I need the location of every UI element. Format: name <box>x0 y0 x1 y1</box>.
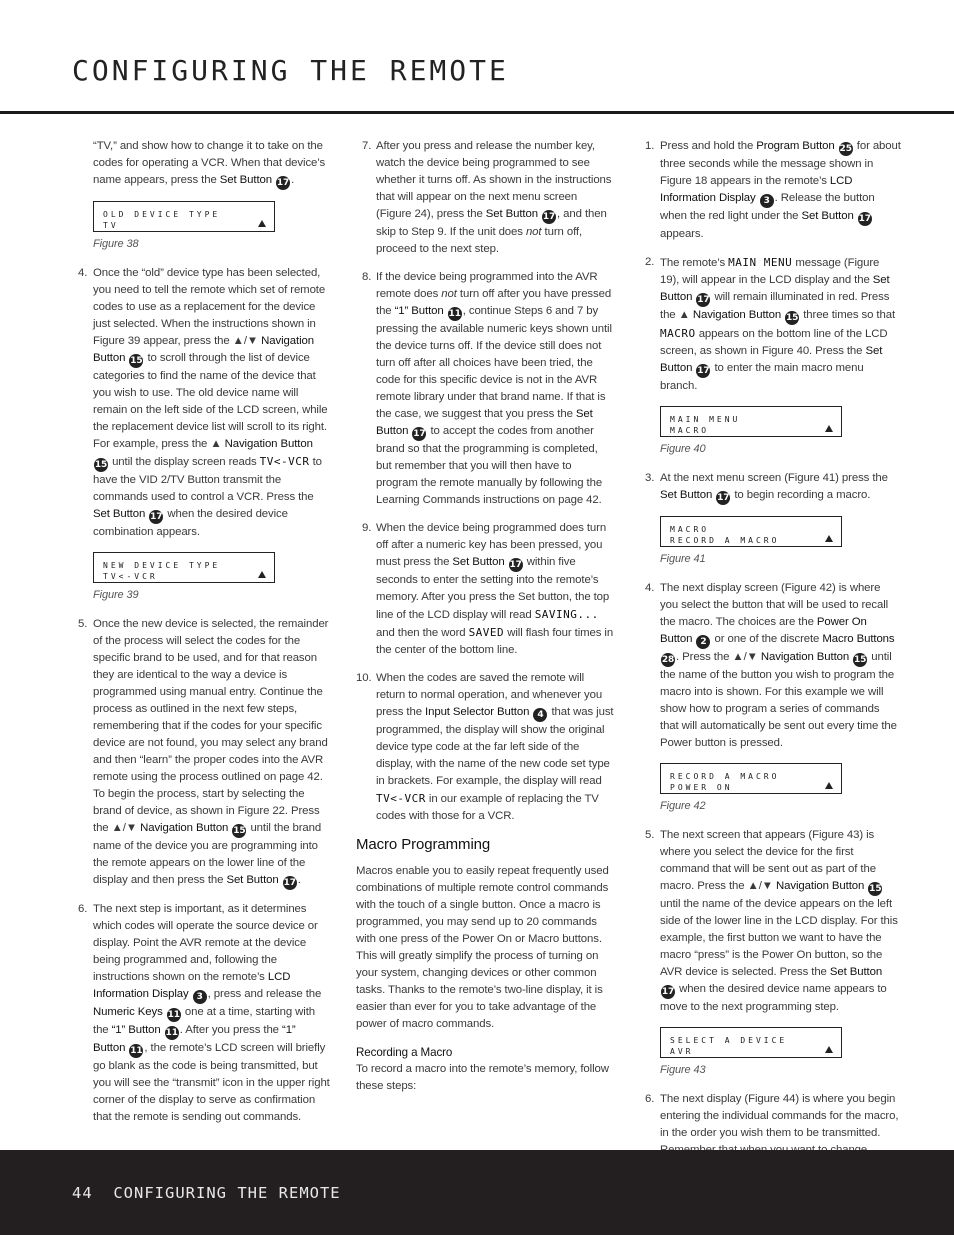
intro-paragraph: “TV,” and show how to change it to take on the codes for operating a VCR. When that device’s name appears, press the Set Button 17 . <box>93 140 326 188</box>
lcd-figure-43: SELECT A DEVICE AVR <box>660 1027 842 1058</box>
step-7: 7. After you press and release the number key, watch the device being programmed to see whether it turns off. As shown in the instructions that will appear on the next menu screen (Figure 24), press the Set Button 17 , and then skip to Step 9. If the unit does not turn off, proceed to the next step. <box>362 140 612 255</box>
header-rule <box>0 111 954 114</box>
button-2-icon: 2 <box>696 635 710 649</box>
figure-caption: Figure 39 <box>93 589 139 601</box>
button-11-icon: 11 <box>165 1028 178 1038</box>
button-15-icon: 15 <box>785 313 799 323</box>
button-3-icon: 3 <box>193 990 207 1004</box>
button-17-icon: 17 <box>858 214 871 224</box>
figure-caption: Figure 43 <box>660 1064 706 1076</box>
triangle-up-icon <box>825 425 833 432</box>
step-3: 3. At the next menu screen (Figure 41) press the Set Button 17 to begin recording a macro. <box>645 472 888 503</box>
button-15-icon: 15 <box>130 356 143 366</box>
button-15-icon: 15 <box>869 884 882 894</box>
button-15-icon: 15 <box>854 655 867 665</box>
button-25-icon: 25 <box>839 144 852 154</box>
lcd-figure-41: MACRO RECORD A MACRO <box>660 516 842 547</box>
button-17-icon: 17 <box>283 878 296 888</box>
figure-caption: Figure 42 <box>660 800 706 812</box>
button-11-icon: 11 <box>448 309 461 319</box>
button-17-icon: 17 <box>509 560 522 570</box>
lcd-figure-38: OLD DEVICE TYPE TV <box>93 201 275 232</box>
figure-caption: Figure 40 <box>660 443 706 455</box>
button-11-icon: 11 <box>167 1010 180 1020</box>
lcd-figure-39: NEW DEVICE TYPE TV<-VCR <box>93 552 275 583</box>
figure-caption: Figure 41 <box>660 553 706 565</box>
column-1 <box>78 138 330 1137</box>
triangle-up-icon <box>825 535 833 542</box>
column-2 <box>356 138 614 1106</box>
step-5: 5. The next screen that appears (Figure 43) is where you select the device for the first command that will be sent out as part of the macro. Press the ▲/▼ Navigation Button 15 until the name of the device appears on the left side of the lower line in the LCD display. For this example, the first button we want to have the macro “press” is the Power On button, so the AVR device is selected. Press the Set Button 17 when the desired device name appears to move to the next programming step. <box>645 829 898 1013</box>
triangle-up-icon <box>258 220 266 227</box>
button-17-icon: 17 <box>697 295 710 305</box>
step-10: 10. When the codes are saved the remote will return to normal operation, and whenever you press the Input Selector Button 4 that was just programmed, the display will show the original device type code at the far left side of the display, with the name of the new code set type in brackets. For example, the display will read TV<-VCR in our example of replacing the TV codes with those for a VCR. <box>356 672 614 822</box>
button-17-icon: 17 <box>150 512 163 522</box>
triangle-up-icon <box>825 782 833 789</box>
step-6: 6. The next display (Figure 44) is where you begin entering the individual commands for the macro, in the order you wish them to be transmitted. <box>645 1093 899 1139</box>
button-4-icon: 4 <box>533 708 547 722</box>
step-9: 9. When the device being programmed does turn off after a numeric key has been pressed, you must press the Set Button 17 within five seconds to enter the setting into the remote’s memory. After you press the Set button, the top line of the LCD display will read SAVING... and then the word SAVED will flash four times in the center of the bottom line. <box>362 522 614 656</box>
step-1: 1. Press and hold the Program Button 25 for about three seconds while the message shown in Figure 18 appears in the remote’s LCD Information Display 3 . Release the button when the red light under the Set Button 17 appears. <box>645 140 901 240</box>
page-number: 44 <box>72 1184 93 1202</box>
button-11-icon: 11 <box>130 1046 143 1056</box>
button-3-icon: 3 <box>760 194 774 208</box>
step-4: 4. The next display screen (Figure 42) is where you select the button that will be used to recall the macro. The choices are the Power On Button 2 or one of the discrete Macro Buttons 28 . Press the ▲/▼ Navigation Button 15 until the name of the button you wish to program the macro into is shown. For this example we will show how to program a series of commands that will automatically be sent out every time the Power button is pressed. <box>645 582 897 749</box>
step-2: 2. The remote’s MAIN MENU message (Figure 19), will appear in the LCD display and the Set Button 17 will remain illuminated in red. Press the ▲ Navigation Button 15 three times so that MACRO appears on the bottom line of the LCD screen, as shown in Figure 40. Press the Set Button 17 to enter the main macro menu branch. <box>645 256 896 392</box>
button-17-icon: 17 <box>717 493 730 503</box>
button-15-icon: 15 <box>94 460 108 470</box>
figure-caption: Figure 38 <box>93 238 139 250</box>
section-heading: Macro Programming <box>356 836 491 853</box>
footer-text <box>72 1184 341 1202</box>
subsection-heading: Recording a Macro <box>356 1046 453 1059</box>
lcd-figure-42: RECORD A MACRO POWER ON <box>660 763 842 794</box>
footer-title: CONFIGURING THE REMOTE <box>113 1184 341 1202</box>
button-17-icon: 17 <box>276 178 290 188</box>
lcd-figure-40: MAIN MENU MACRO <box>660 406 842 437</box>
step-6: 6. The next step is important, as it determines which codes will operate the source device or display. Point the AVR remote at the device being programmed and, following the instructions shown on the remote’s LCD Information Display 3 , press and release the Numeric Keys 11 one at a time, starting with the “1” Button 11 . After you press the “1” Button 11 , the remote’s LCD screen will briefly go blank as the code is being transmitted, but you will see the “transmit” icon in the upper right corner of the display to serve as confirmation that the remote is sending out commands. <box>78 903 330 1123</box>
page-footer <box>0 1150 954 1235</box>
macro-paragraph: Macros enable you to easily repeat frequently used combinations of multiple remote control commands with the touch of a single button. Once a macro is programmed, you may send up to 20 commands with one press of the Power On or Macro buttons. This will greatly simplify the process of turning on your system, changing devices or other common tasks. Thanks to the remote’s two-line display, it is easier than ever for you to take advantage of the power of macro commands. <box>356 865 609 1030</box>
step-5: 5. Once the new device is selected, the remainder of the process will select the codes for the specific brand to be used, and for that reason they are identical to the way a device is programmed using manual entry. Continue the process as outlined in the next few steps, remembering that if the codes for your specific device are not found, you may select any brand and then “learn” the proper codes into the AVR remote using the process outlined on page 42. To begin the process, start by selecting the brand of device, as shown in Figure 22. Press the ▲/▼ Navigation Button 15 until the brand name of the device you are programming into the remote appears on the lower line of the display and then press the Set Button 17 . <box>78 618 329 888</box>
button-17-icon: 17 <box>413 429 426 439</box>
step-4: 4. Once the “old” device type has been selected, you need to tell the remote which set of remote codes to use as a replacement for the device just selected. When the instructions shown in Figure 39 appear, press the ▲/▼ Navigation Button 15 to scroll through the list of device categories to find the name of the device that you wish to use. The old device name will remain on the left side of the LCD screen, while the replacement device list will scroll to its right. For example, press the ▲ Navigation Button 15 until the display screen reads TV<-VCR to have the VID 2/TV Button transmit the commands used to control a VCR. Press the Set Button 17 when the desired device combination appears. <box>78 267 328 538</box>
button-17-icon: 17 <box>661 987 675 997</box>
record-paragraph: To record a macro into the remote’s memory, follow these steps: <box>356 1063 609 1092</box>
page-title: CONFIGURING THE REMOTE <box>72 54 509 87</box>
button-15-icon: 15 <box>233 826 246 836</box>
button-17-icon: 17 <box>697 366 710 376</box>
step-8: 8. If the device being programmed into the AVR remote does not turn off after you have pressed the “1” Button 11 , continue Steps 6 and 7 by pressing the available numeric keys shown until the device turns off. If the device still does not turn off after all choices have been tried, the code for this specific device is not in the AVR remote library under that brand name. If that is the case, we suggest that you press the Set Button 17 to accept the codes from another brand so that the programming is completed, but remember that you will then have to program the remote manually by following the Learning Commands instructions on page 42. <box>362 271 612 506</box>
triangle-up-icon <box>258 571 266 578</box>
button-17-icon: 17 <box>542 212 556 222</box>
column-3 <box>645 138 901 1187</box>
triangle-up-icon <box>825 1046 833 1053</box>
button-28-icon: 28 <box>661 655 675 665</box>
